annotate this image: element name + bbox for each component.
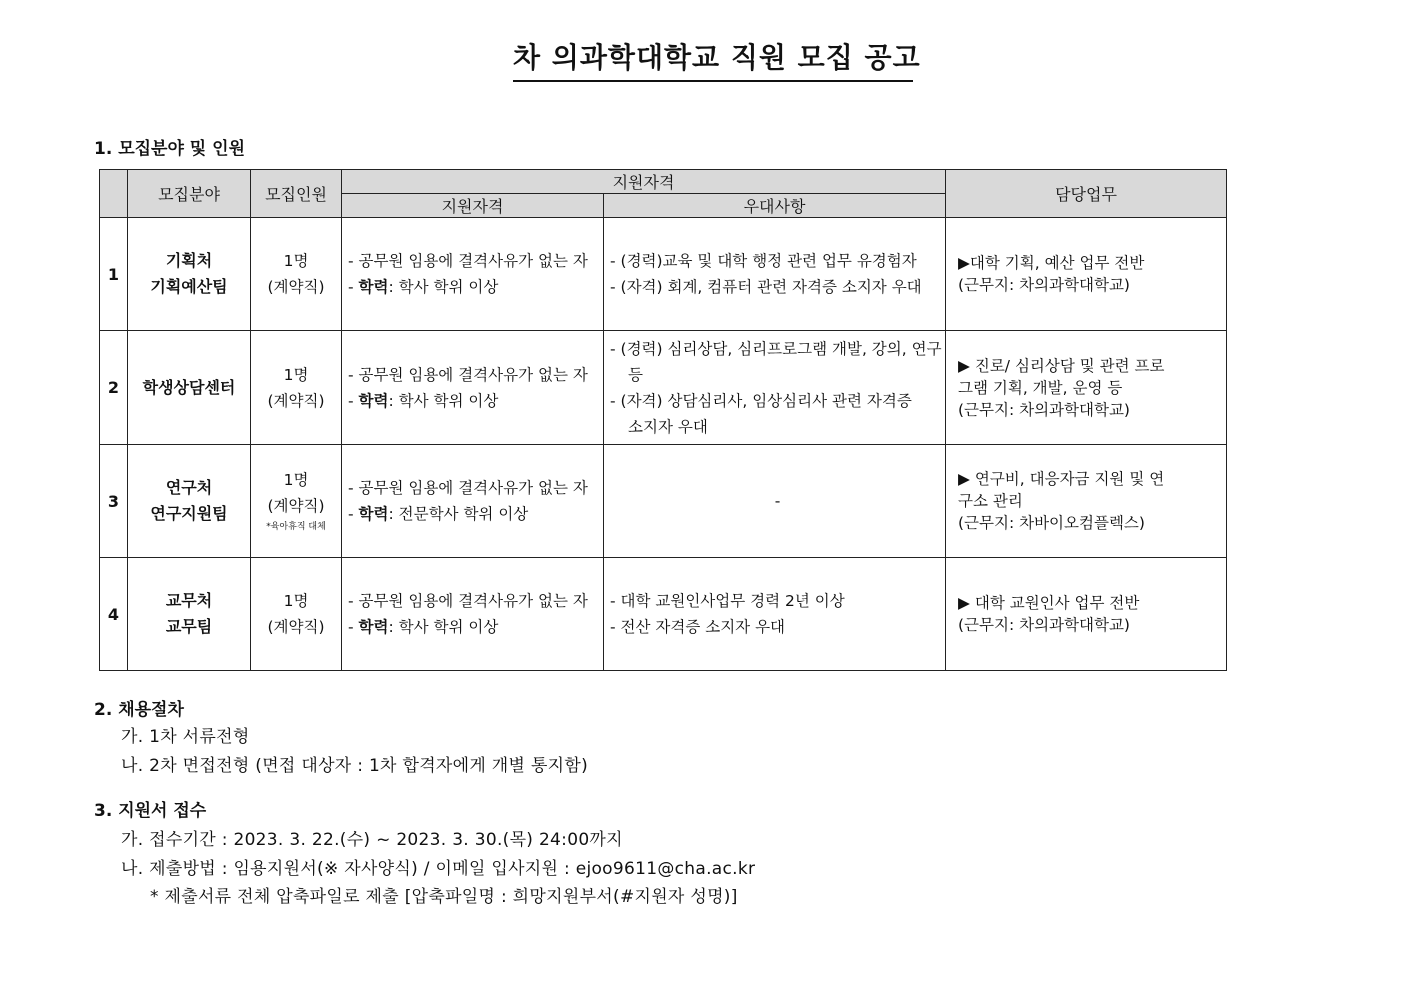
preference-line: - (자격) 상담심리사, 임상심리사 관련 자격증 (610, 391, 912, 410)
header-duty: 담당업무 (946, 170, 1227, 218)
header-qualification: 지원자격 (342, 194, 604, 218)
qualification-cell (342, 445, 604, 558)
count-cell (251, 331, 342, 445)
table-row (100, 558, 1227, 671)
team-name: 교무팀 (165, 617, 213, 636)
duty-line: 구소 관리 (958, 492, 1023, 510)
preference-line: - 대학 교원인사업무 경력 2년 이상 (610, 592, 845, 610)
preference-cell (604, 218, 946, 331)
duty-line: ▶ 대학 교원인사 업무 전반 (958, 594, 1140, 612)
dept-cell (128, 331, 251, 445)
qualification-cell (342, 558, 604, 671)
qualification-cell (342, 331, 604, 445)
duty-cell (946, 445, 1227, 558)
section3-heading: 3. 지원서 접수 (94, 801, 207, 821)
qualification-line: - 공무원 임용에 결격사유가 없는 자 (348, 365, 588, 384)
duty-line: 그램 기획, 개발, 운영 등 (958, 378, 1123, 397)
count-value: 1명 (283, 252, 309, 270)
bullet: - (348, 618, 359, 636)
duty-cell (946, 331, 1227, 445)
workplace-line: (근무지: 차의과학대학교) (958, 616, 1130, 634)
education-line (348, 614, 603, 640)
education-line (348, 274, 603, 300)
team-name: 기획예산팀 (150, 277, 228, 296)
page-title: 차 의과학대학교 직원 모집 공고 (513, 40, 913, 82)
table-row (100, 445, 1227, 558)
submission-method: 나. 제출방법 : 임용지원서(※ 자사양식) / 이메일 입사지원 : ejoo9611@cha.ac.kr (121, 859, 756, 879)
dept-name: 기획처 (165, 251, 213, 270)
education-line (348, 388, 603, 414)
employment-type: (계약직) (267, 618, 325, 636)
count-cell (251, 445, 342, 558)
section1-heading: 1. 모집분야 및 인원 (94, 139, 245, 159)
count-value: 1명 (283, 365, 309, 384)
education-label: 학력 (358, 618, 389, 636)
qualification-cell (342, 218, 604, 331)
team-name: 연구지원팀 (150, 504, 228, 523)
table-row (100, 218, 1227, 331)
preference-line: - (자격) 회계, 컴퓨터 관련 자격증 소지자 우대 (610, 278, 922, 296)
procedure-step-2: 나. 2차 면접전형 (면접 대상자 : 1차 합격자에게 개별 통지함) (121, 756, 589, 776)
application-period: 가. 접수기간 : 2023. 3. 22.(수) ~ 2023. 3. 30.(목) 24:00까지 (121, 830, 623, 850)
recruitment-table (99, 169, 1227, 671)
duty-line: ▶ 진로/ 심리상담 및 관련 프로 (958, 356, 1165, 375)
preference-cell (604, 445, 946, 558)
bullet: - (348, 278, 359, 296)
preference-line: - (774, 492, 781, 510)
header-qualification-group: 지원자격 (342, 170, 946, 194)
dept-name: 연구처 (165, 478, 213, 497)
header-preference: 우대사항 (604, 194, 946, 218)
preference-line: 소지자 우대 (628, 417, 708, 436)
row-number: 3 (100, 445, 128, 558)
duty-line: ▶대학 기획, 예산 업무 전반 (958, 254, 1145, 272)
submission-note: * 제출서류 전체 압축파일로 제출 [압축파일명 : 희망지원부서(#지원자 성명)] (150, 887, 738, 907)
dept-cell (128, 218, 251, 331)
education-line (348, 501, 603, 527)
education-label: 학력 (358, 391, 389, 410)
preference-line: 등 (628, 365, 643, 384)
row-number: 1 (100, 218, 128, 331)
procedure-step-1: 가. 1차 서류전형 (121, 727, 250, 747)
bullet: - (348, 391, 359, 410)
education-requirement: : 학사 학위 이상 (388, 278, 499, 296)
duty-cell (946, 218, 1227, 331)
table-row (100, 331, 1227, 445)
workplace-line: (근무지: 차의과학대학교) (958, 400, 1130, 419)
preference-line: - (경력)교육 및 대학 행정 관련 업무 유경험자 (610, 252, 917, 270)
employment-type: (계약직) (267, 497, 325, 515)
count-note: *육아휴직 대체 (266, 522, 326, 532)
header-field: 모집분야 (128, 170, 251, 218)
row-number: 2 (100, 331, 128, 445)
education-label: 학력 (358, 278, 389, 296)
count-value: 1명 (283, 471, 309, 489)
count-value: 1명 (283, 592, 309, 610)
dept-name: 학생상담센터 (142, 377, 236, 397)
header-count: 모집인원 (251, 170, 342, 218)
workplace-line: (근무지: 차바이오컴플렉스) (958, 514, 1145, 532)
bullet: - (348, 505, 359, 523)
qualification-line: - 공무원 임용에 결격사유가 없는 자 (348, 479, 588, 497)
education-requirement: : 학사 학위 이상 (388, 391, 499, 410)
count-cell (251, 218, 342, 331)
dept-cell (128, 445, 251, 558)
preference-line: - (경력) 심리상담, 심리프로그램 개발, 강의, 연구 (610, 339, 942, 358)
duty-line: ▶ 연구비, 대응자금 지원 및 연 (958, 470, 1165, 488)
qualification-line: - 공무원 임용에 결격사유가 없는 자 (348, 252, 588, 270)
preference-cell (604, 331, 946, 445)
education-label: 학력 (358, 505, 389, 523)
education-requirement: : 학사 학위 이상 (388, 618, 499, 636)
employment-type: (계약직) (267, 278, 325, 296)
qualification-line: - 공무원 임용에 결격사유가 없는 자 (348, 592, 588, 610)
header-no (100, 170, 128, 218)
preference-cell (604, 558, 946, 671)
dept-name: 교무처 (165, 591, 213, 610)
workplace-line: (근무지: 차의과학대학교) (958, 276, 1130, 294)
employment-type: (계약직) (267, 391, 325, 410)
preference-line: - 전산 자격증 소지자 우대 (610, 618, 786, 636)
count-cell (251, 558, 342, 671)
dept-cell (128, 558, 251, 671)
row-number: 4 (100, 558, 128, 671)
section2-heading: 2. 채용절차 (94, 700, 184, 720)
education-requirement: : 전문학사 학위 이상 (388, 505, 529, 523)
duty-cell (946, 558, 1227, 671)
